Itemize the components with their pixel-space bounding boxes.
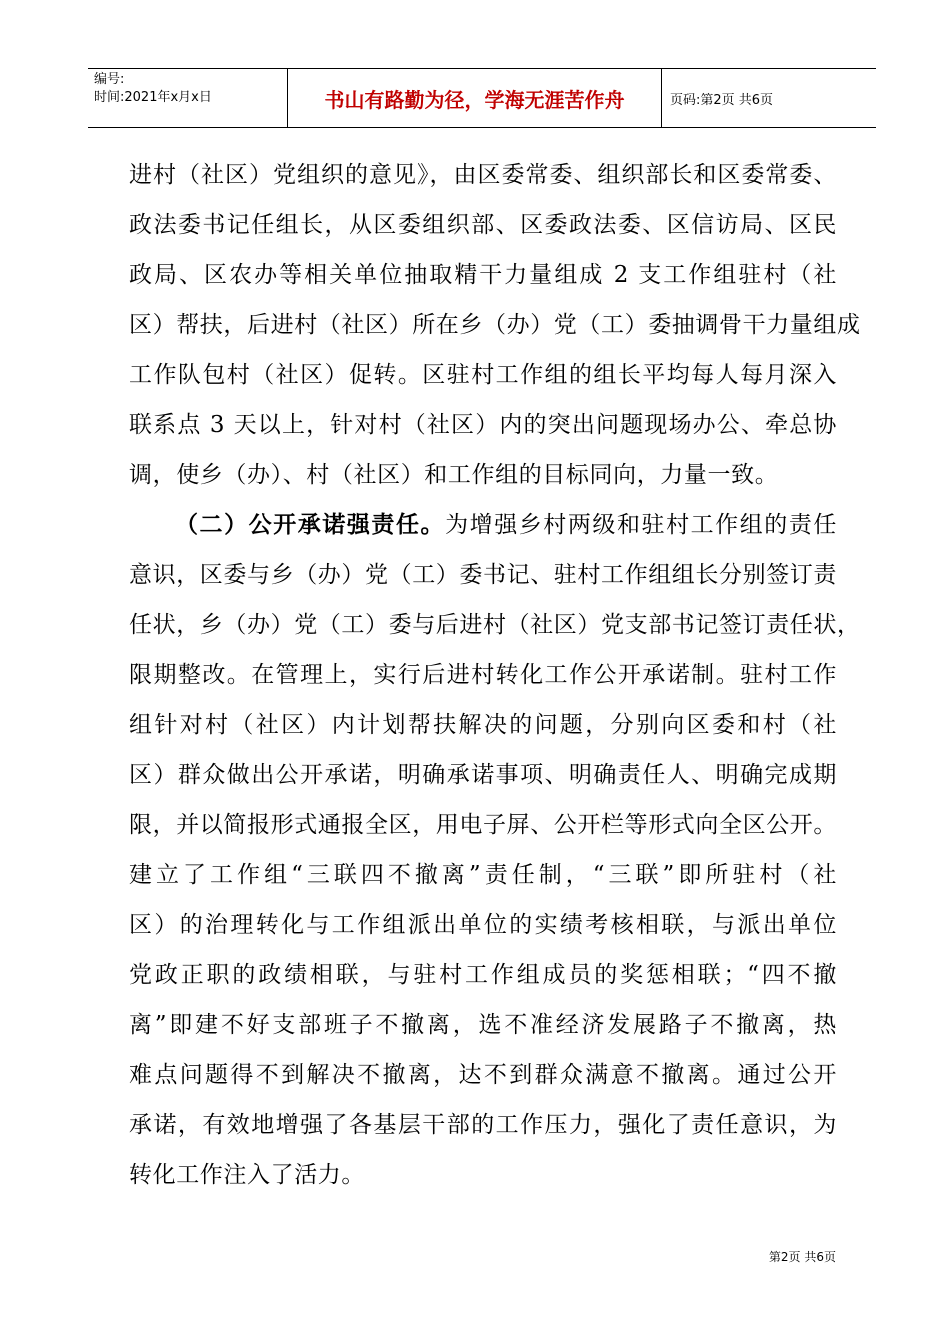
header-page-label: 页码:第2页 共6页	[670, 92, 774, 108]
section-heading: （二）公开承诺强责任。	[175, 511, 446, 538]
text-line: 限，并以简报形式通报全区，用电子屏、公开栏等形式向全区公开。	[129, 812, 837, 838]
text-line: 组针对村（社区）内计划帮扶解决的问题，分别向区委和村（社	[129, 712, 837, 738]
text-line: 难点问题得不到解决不撤离，达不到群众满意不撤离。通过公开	[129, 1062, 837, 1088]
document-body	[129, 150, 861, 1200]
text-line: 调，使乡（办）、村（社区）和工作组的目标同向，力量一致。	[129, 462, 779, 488]
header-meta	[88, 69, 288, 127]
page-header	[88, 68, 876, 128]
text-line: 任状，乡（办）党（工）委与后进村（社区）党支部书记签订责任状，	[129, 612, 861, 638]
text-line: 党政正职的政绩相联，与驻村工作组成员的奖惩相联；“四不撤	[129, 962, 837, 988]
paragraph-2	[129, 500, 861, 1200]
header-time-label: 时间:2021年x月x日	[94, 90, 212, 105]
header-number-label: 编号:	[94, 72, 125, 87]
text-line: 进村（社区）党组织的意见》，由区委常委、组织部长和区委常委、	[129, 162, 837, 188]
paragraph-1	[129, 150, 861, 500]
text-line: 工作队包村（社区）促转。区驻村工作组的组长平均每人每月深入	[129, 362, 837, 388]
text-line: 区）帮扶，后进村（社区）所在乡（办）党（工）委抽调骨干力量组成	[129, 312, 861, 338]
text-line: 意识，区委与乡（办）党（工）委书记、驻村工作组组长分别签订责	[129, 562, 837, 588]
text-line: 区）的治理转化与工作组派出单位的实绩考核相联，与派出单位	[129, 912, 837, 938]
text-line: 转化工作注入了活力。	[129, 1162, 365, 1188]
text-line: 政法委书记任组长，从区委组织部、区委政法委、区信访局、区民	[129, 212, 837, 238]
text-line: 离”即建不好支部班子不撤离，选不准经济发展路子不撤离，热	[129, 1012, 837, 1038]
text-span: 为增强乡村两级和驻村工作组的责任	[445, 512, 837, 538]
text-line: 联系点 3 天以上，针对村（社区）内的突出问题现场办公、牵总协	[129, 412, 837, 438]
text-line: 限期整改。在管理上，实行后进村转化工作公开承诺制。驻村工作	[129, 662, 837, 688]
page-footer: 第2页 共6页	[768, 1250, 836, 1264]
header-motto: 书山有路勤为径，学海无涯苦作舟	[288, 69, 662, 127]
paragraph-first-line	[129, 500, 837, 550]
text-line: 承诺，有效地增强了各基层干部的工作压力，强化了责任意识，为	[129, 1112, 837, 1138]
text-line: 政局、区农办等相关单位抽取精干力量组成 2 支工作组驻村（社	[129, 262, 837, 288]
text-line: 区）群众做出公开承诺，明确承诺事项、明确责任人、明确完成期	[129, 762, 837, 788]
text-line: 建立了工作组“三联四不撤离”责任制，“三联”即所驻村（社	[129, 862, 837, 888]
